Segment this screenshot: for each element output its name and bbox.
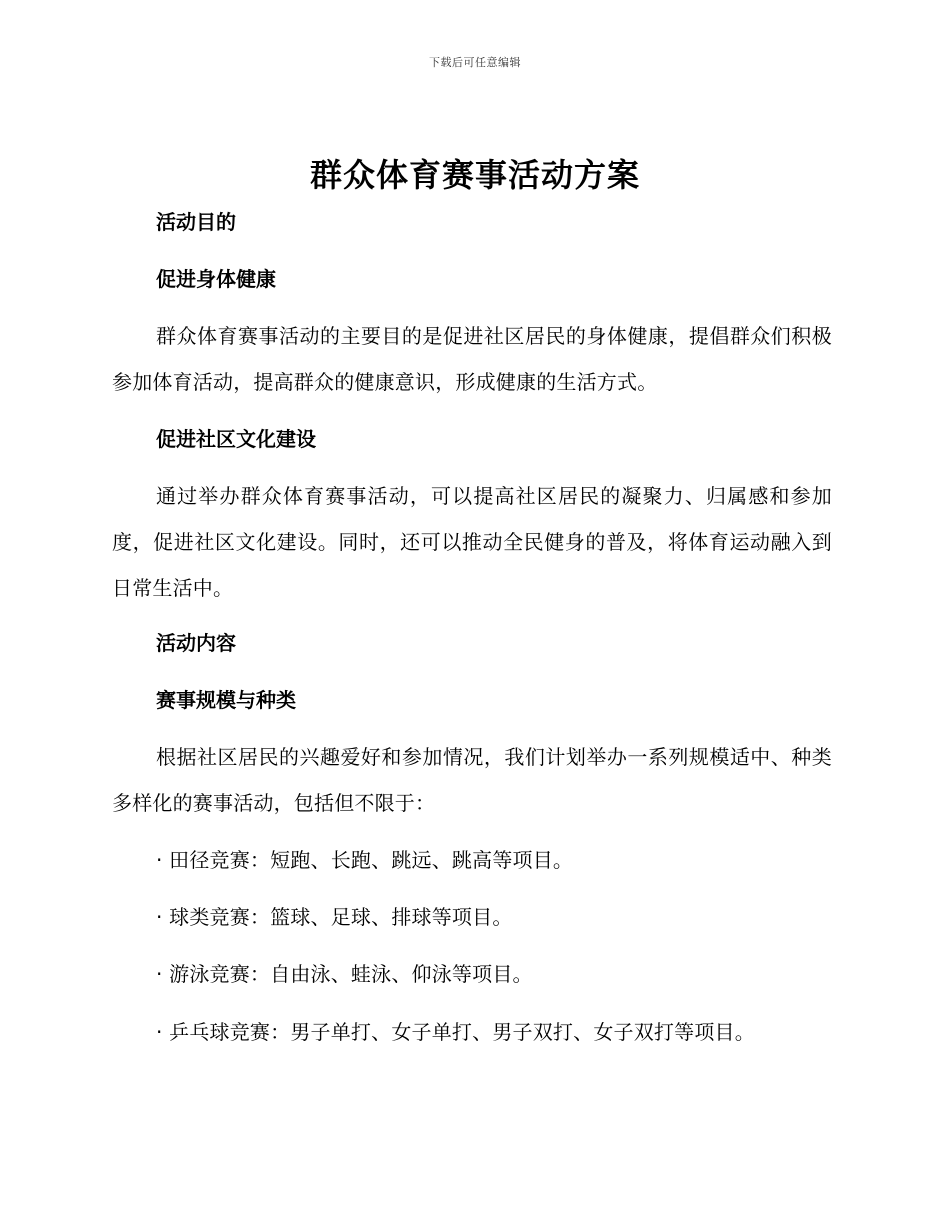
paragraph-scale: 根据社区居民的兴趣爱好和参加情况，我们计划举办一系列规模适中、种类多样化的赛事活动，包括但不限于：: [112, 745, 832, 815]
list-item: · 乒乓球竞赛：男子单打、女子单打、男子双打、女子双打等项目。: [156, 1020, 755, 1044]
list-item: · 田径竞赛：短跑、长跑、跳远、跳高等项目。: [156, 848, 574, 872]
paragraph-culture: 通过举办群众体育赛事活动，可以提高社区居民的凝聚力、归属感和参加度，促进社区文化建设。同时，还可以推动全民健身的普及，将体育运动融入到日常生活中。: [112, 484, 832, 600]
section-heading-culture: 促进社区文化建设: [156, 427, 316, 451]
section-heading-purpose: 活动目的: [156, 210, 236, 234]
section-heading-scale: 赛事规模与种类: [156, 688, 296, 712]
paragraph-health: 群众体育赛事活动的主要目的是促进社区居民的身体健康，提倡群众们积极参加体育活动，提高群众的健康意识，形成健康的生活方式。: [112, 324, 832, 394]
header-note: 下载后可任意编辑: [429, 56, 521, 69]
document-title: 群众体育赛事活动方案: [309, 156, 640, 194]
section-heading-health: 促进身体健康: [156, 267, 276, 291]
list-item: · 游泳竞赛：自由泳、蛙泳、仰泳等项目。: [156, 962, 533, 986]
section-heading-content: 活动内容: [156, 631, 236, 655]
list-item: · 球类竞赛：篮球、足球、排球等项目。: [156, 905, 513, 929]
